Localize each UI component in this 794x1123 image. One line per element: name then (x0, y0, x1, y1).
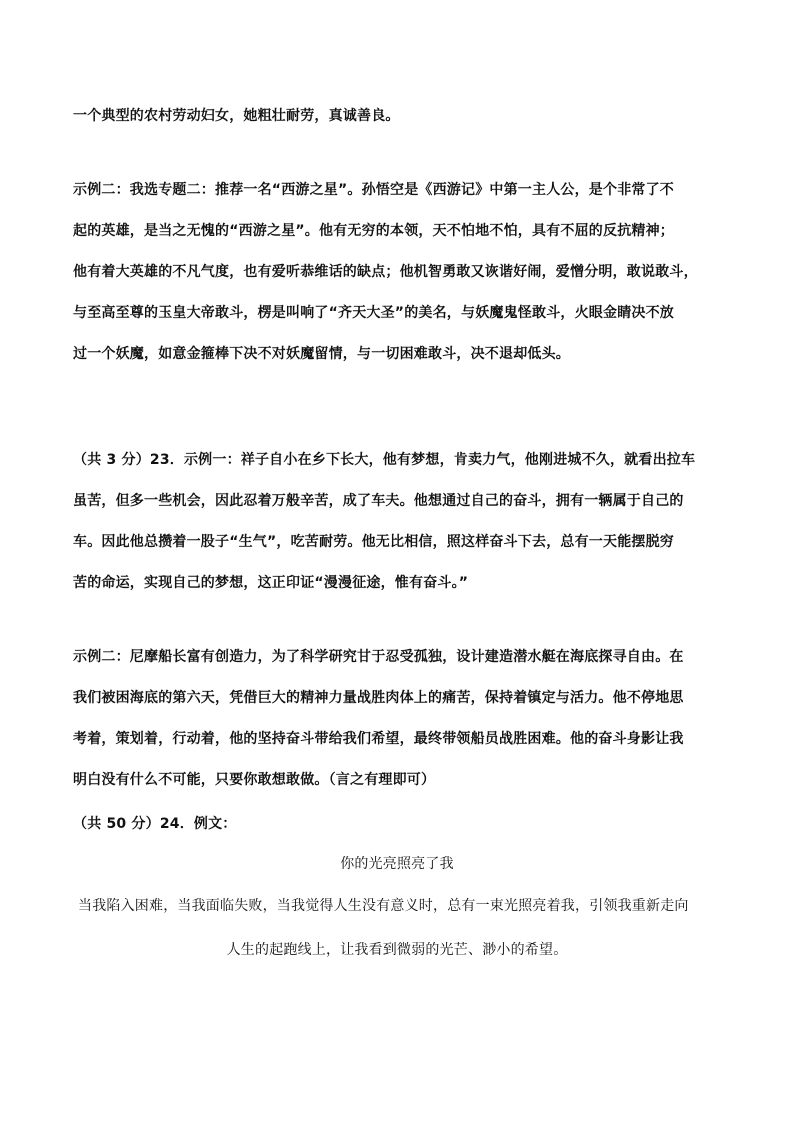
essay-line: 人生的起跑线上，让我看到微弱的光芒、渺小的希望。 (226, 942, 568, 958)
answer-line: 过一个妖魔，如意金箍棒下决不对妖魔留情，与一切困难敢斗，决不退却低头。 (73, 346, 570, 362)
answer-line: 明白没有什么不可能，只要你敢想敢做。（言之有理即可） (73, 772, 436, 788)
answer-line: 一个典型的农村劳动妇女，她粗壮耐劳，真诚善良。 (73, 108, 400, 124)
answer-line: 示例二：我选专题二：推荐一名“西游之星”。孙悟空是《西游记》中第一主人公，是个非常了不 (73, 182, 674, 198)
answer-line: 示例二：尼摩船长富有创造力，为了科学研究甘于忍受孤独，设计建造潜水艇在海底探寻自由。在 (73, 649, 684, 665)
essay-title: 你的光亮照亮了我 (340, 856, 454, 872)
answer-line: 考着，策划着，行动着，他的坚持奋斗带给我们希望，最终带领船员战胜困难。他的奋斗身影让我 (73, 731, 684, 747)
answer-line: 虽苦，但多一些机会，因此忍着万般辛苦，成了车夫。他想通过自己的奋斗，拥有一辆属于自己的 (73, 493, 684, 509)
answer-line: （共 50 分）24．例文： (73, 816, 237, 832)
answer-line: 车。因此他总攒着一股子“生气”，吃苦耐劳。他无比相信，照这样奋斗下去，总有一天能摆脱穷 (73, 534, 674, 550)
answer-line: 起的英雄，是当之无愧的“西游之星”。他有无穷的本领，天不怕地不怕，具有不屈的反抗精神； (73, 223, 674, 239)
answer-line: 他有着大英雄的不凡气度，也有爱听恭维话的缺点；他机智勇敢又诙谐好闹，爱憎分明，敢说敢斗， (73, 264, 698, 280)
answer-line: 我们被困海底的第六天，凭借巨大的精神力量战胜肉体上的痛苦，保持着镇定与活力。他不停地思 (73, 690, 684, 706)
answer-line: 与至高至尊的玉皇大帝敢斗，楞是叫响了“齐天大圣”的美名，与妖魔鬼怪敢斗，火眼金睛决不放 (73, 305, 674, 321)
answer-line: （共 3 分）23．示例一：祥子自小在乡下长大，他有梦想，肯卖力气，他刚进城不久，就看出拉车 (73, 452, 696, 468)
answer-line: 苦的命运，实现自己的梦想，这正印证“漫漫征途，惟有奋斗。” (73, 575, 469, 591)
essay-line: 当我陷入困难，当我面临失败，当我觉得人生没有意义时，总有一束光照亮着我，引领我重新走向 (78, 898, 689, 914)
